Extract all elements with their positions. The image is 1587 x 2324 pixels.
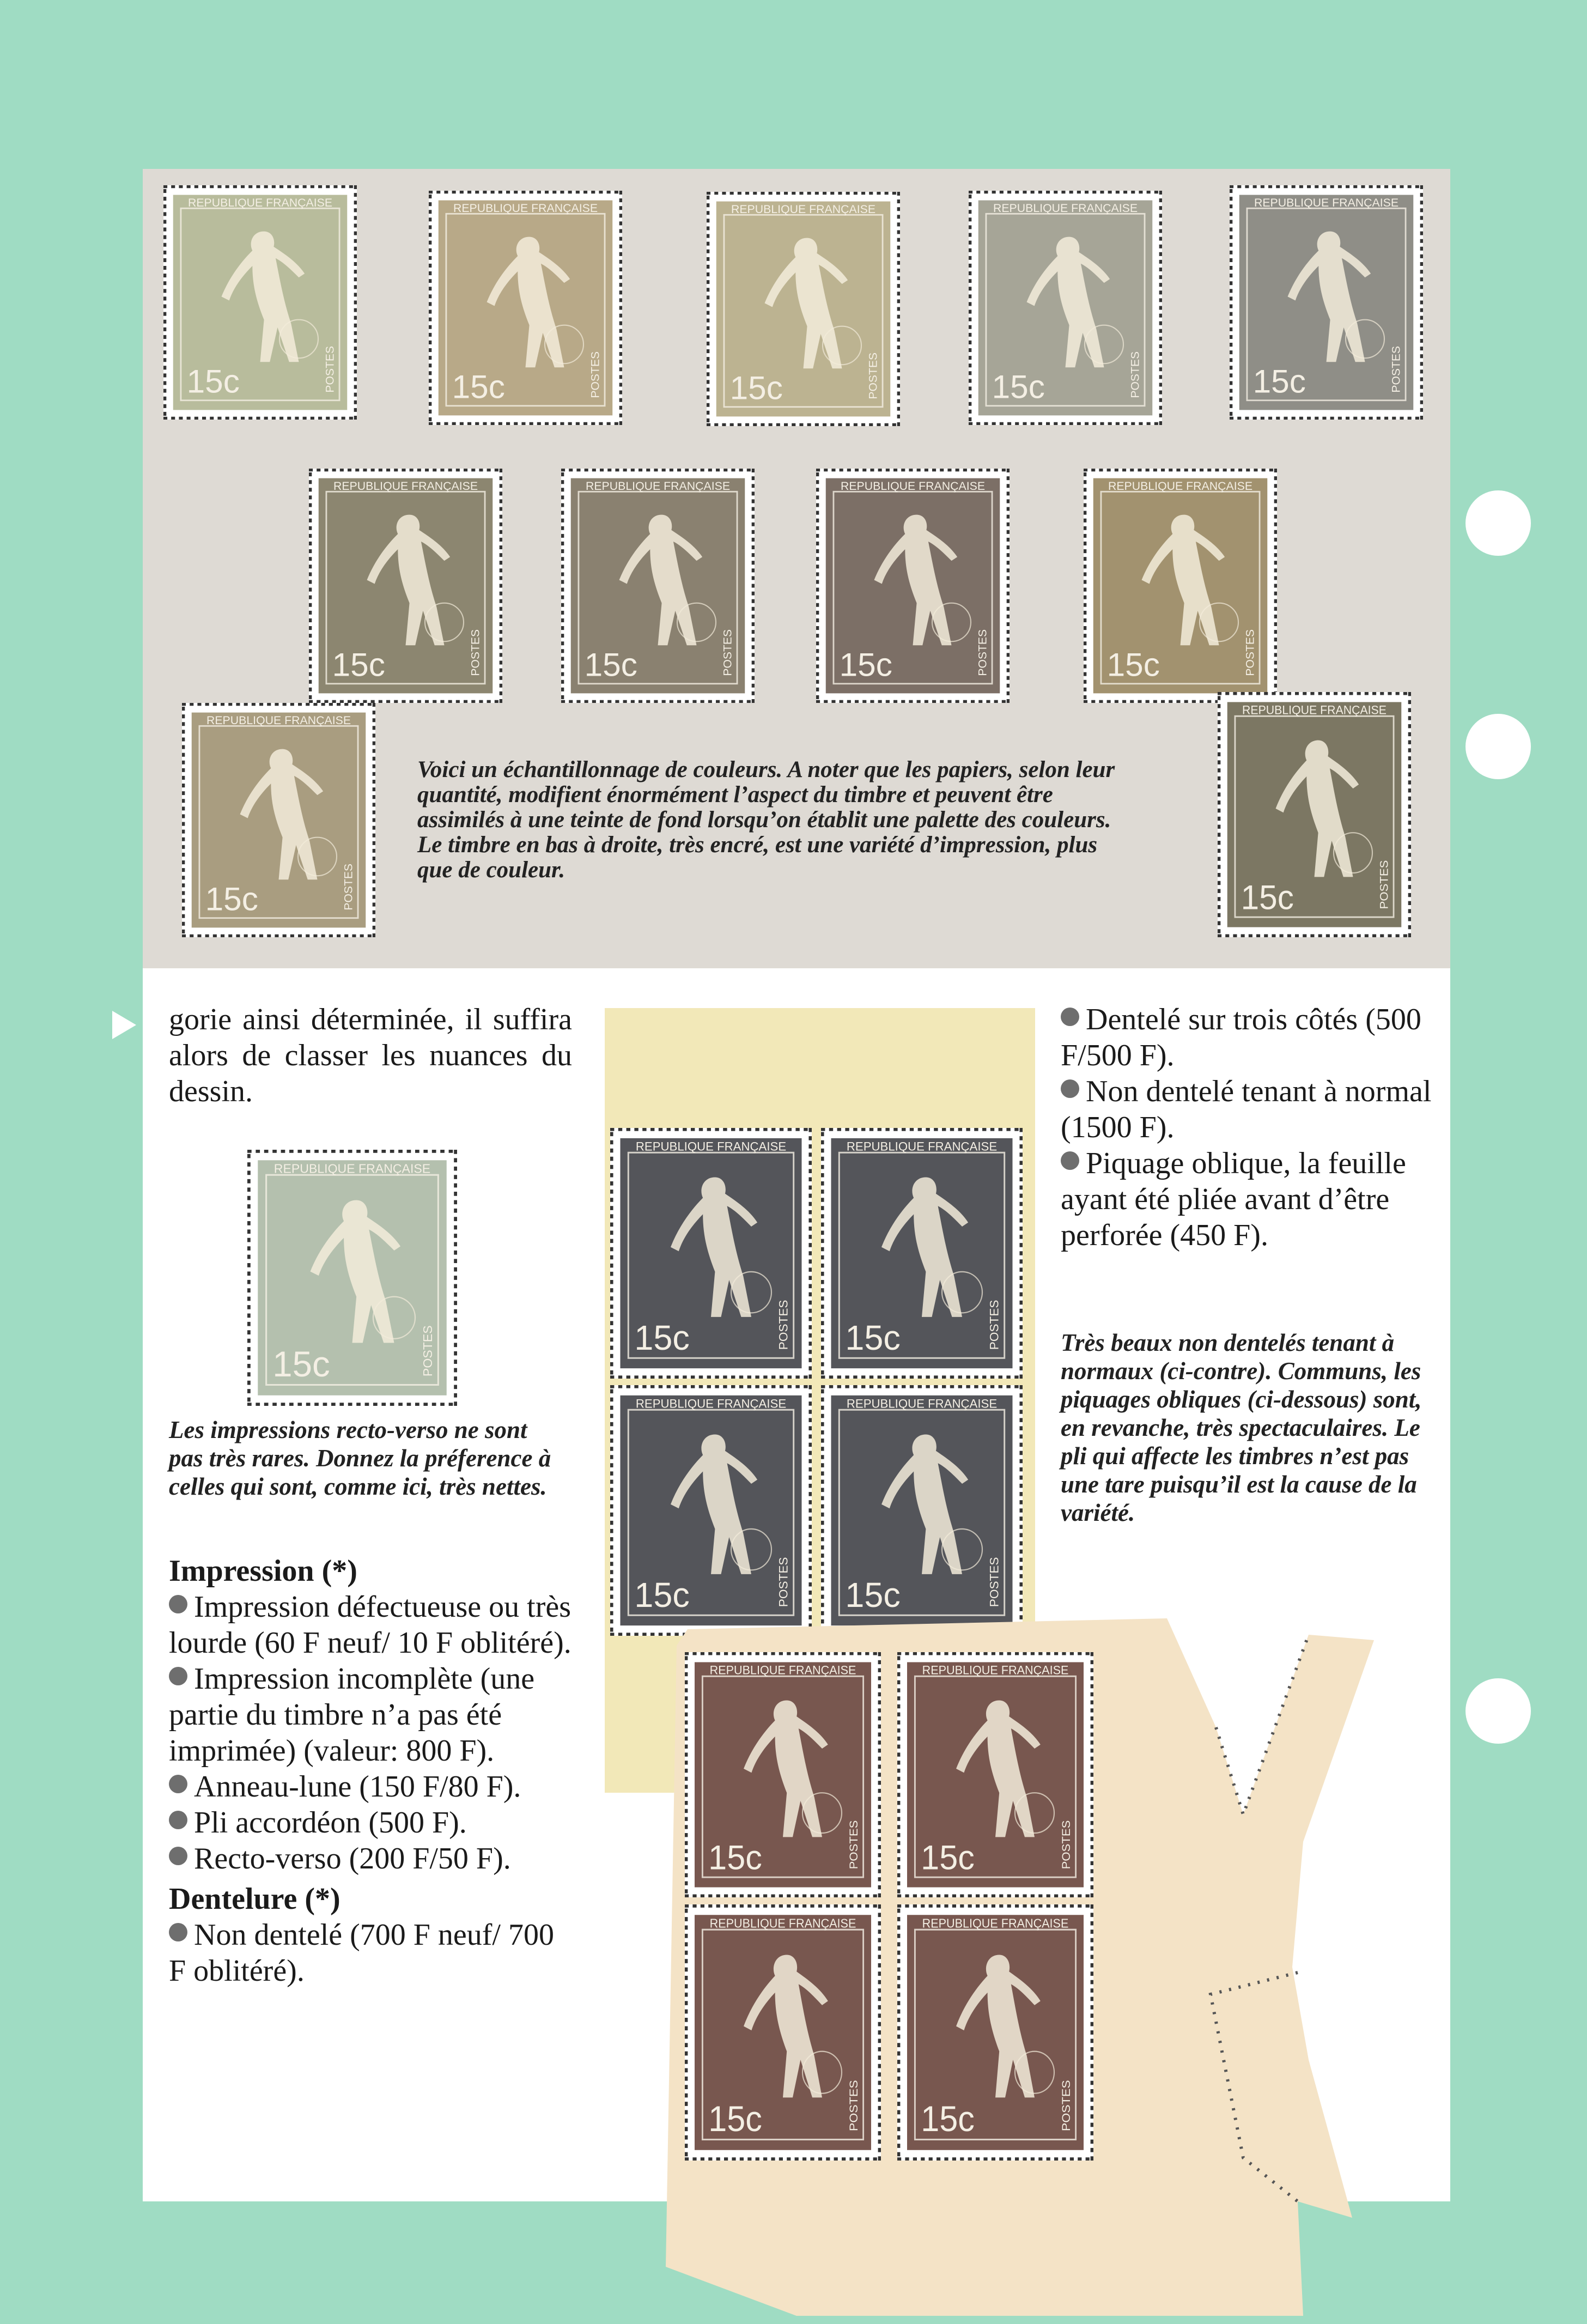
- svg-text:15c: 15c: [708, 1838, 762, 1877]
- svg-text:POSTES: POSTES: [847, 2080, 860, 2132]
- impression-item: Impression incomplète (une partie du timbre n’a pas été imprimée) (valeur: 800 F).: [169, 1662, 535, 1768]
- svg-text:15c: 15c: [332, 646, 385, 683]
- svg-text:REPUBLIQUE FRANÇAISE: REPUBLIQUE FRANÇAISE: [709, 1663, 856, 1677]
- page: [143, 169, 1450, 2201]
- svg-text:15c: 15c: [634, 1576, 690, 1615]
- dentelure-item: Non dentelé (700 F neuf/ 700 F oblitéré).: [169, 1918, 554, 1988]
- svg-text:15c: 15c: [708, 2100, 762, 2139]
- continuation-arrow-icon: [112, 1011, 136, 1039]
- bullet-icon: [1061, 1008, 1079, 1026]
- variety-item: Dentelé sur trois côtés (500 F/500 F).: [1061, 1003, 1421, 1072]
- stamp-sample: [182, 703, 375, 937]
- svg-text:15c: 15c: [845, 1576, 901, 1615]
- binder-hole: [1466, 714, 1531, 779]
- svg-text:15c: 15c: [1252, 363, 1306, 400]
- svg-text:15c: 15c: [845, 1319, 901, 1358]
- oblique-perforation-caption: Très beaux non dentelés tenant à normaux (ci-contre). Communs, les piquages obliques (ci-dessous) sont, en revanche, très spectaculaires. Le pli qui affecte les timbres n’est pas une tare puisqu’il est la cause de la variété.: [1061, 1329, 1422, 1526]
- imperforate-block-stamp: [821, 1128, 1023, 1379]
- stamp-sample: [707, 192, 900, 426]
- stamp-sample: [163, 185, 357, 420]
- imperforate-block-stamp: [610, 1128, 812, 1379]
- svg-text:15c: 15c: [1106, 646, 1160, 683]
- svg-text:15c: 15c: [1241, 878, 1294, 917]
- svg-text:POSTES: POSTES: [987, 1300, 1001, 1350]
- svg-text:POSTES: POSTES: [469, 629, 482, 676]
- impression-section: [169, 1553, 572, 1989]
- svg-text:REPUBLIQUE FRANÇAISE: REPUBLIQUE FRANÇAISE: [453, 202, 598, 215]
- svg-text:REPUBLIQUE FRANÇAISE: REPUBLIQUE FRANÇAISE: [709, 1916, 856, 1931]
- svg-text:REPUBLIQUE FRANÇAISE: REPUBLIQUE FRANÇAISE: [1242, 703, 1387, 717]
- stamp-sample: [816, 469, 1010, 703]
- variety-item: Piquage oblique, la feuille ayant été pliée avant d’être perforée (450 F).: [1061, 1146, 1406, 1252]
- svg-text:REPUBLIQUE FRANÇAISE: REPUBLIQUE FRANÇAISE: [273, 1161, 431, 1176]
- impression-item: Impression défectueuse ou très lourde (60 F neuf/ 10 F oblitéré).: [169, 1590, 571, 1660]
- svg-text:REPUBLIQUE FRANÇAISE: REPUBLIQUE FRANÇAISE: [635, 1139, 787, 1154]
- svg-text:POSTES: POSTES: [589, 351, 602, 398]
- svg-text:15c: 15c: [452, 368, 505, 405]
- svg-text:POSTES: POSTES: [1244, 629, 1257, 676]
- svg-text:15c: 15c: [634, 1319, 690, 1358]
- stamp-sample: [1084, 469, 1277, 703]
- binder-hole: [1466, 1678, 1531, 1744]
- oblique-block-stamp: [685, 1904, 881, 2161]
- svg-text:POSTES: POSTES: [776, 1300, 791, 1350]
- svg-text:15c: 15c: [992, 368, 1045, 405]
- impression-item: Recto-verso (200 F/50 F).: [169, 1841, 572, 1877]
- dentelure-heading: Dentelure (*): [169, 1882, 340, 1916]
- impression-item: Pli accordéon (500 F).: [169, 1805, 572, 1841]
- bullet-icon: [169, 1595, 187, 1613]
- color-sample-caption: Voici un échantillonnage de couleurs. A noter que les papiers, selon leur quantité, modifient énormément l’aspect du timbre et peuvent être assimilés à une teinte de fond lorsqu’on établit une palette des couleurs. Le timbre en bas à droite, très encré, est une variété d’impression, plus que de couleur.: [417, 757, 1115, 883]
- svg-text:15c: 15c: [205, 881, 258, 918]
- stamp-sample: [1218, 692, 1411, 937]
- svg-text:POSTES: POSTES: [324, 345, 337, 393]
- svg-text:REPUBLIQUE FRANÇAISE: REPUBLIQUE FRANÇAISE: [206, 714, 351, 727]
- stamp-sample: [429, 191, 622, 425]
- svg-text:REPUBLIQUE FRANÇAISE: REPUBLIQUE FRANÇAISE: [1254, 196, 1399, 209]
- svg-text:15c: 15c: [272, 1344, 330, 1385]
- stamp-sample: [561, 469, 755, 703]
- bullet-icon: [169, 1811, 187, 1829]
- stamp-sample: [309, 469, 502, 703]
- svg-text:REPUBLIQUE FRANÇAISE: REPUBLIQUE FRANÇAISE: [846, 1397, 998, 1411]
- recto-verso-caption: Les impressions recto-verso ne sont pas très rares. Donnez la préference à celles qui sont, comme ici, très nettes.: [169, 1416, 551, 1500]
- svg-text:POSTES: POSTES: [987, 1557, 1001, 1607]
- impression-heading: Impression (*): [169, 1554, 357, 1588]
- stamp-sample: [969, 191, 1162, 425]
- svg-text:POSTES: POSTES: [1059, 2080, 1073, 2132]
- stamp-sample: [1230, 185, 1423, 420]
- variety-item: Non dentelé tenant à normal (1500 F).: [1061, 1075, 1432, 1144]
- svg-text:REPUBLIQUE FRANÇAISE: REPUBLIQUE FRANÇAISE: [585, 480, 731, 493]
- svg-text:15c: 15c: [584, 646, 637, 683]
- binder-hole: [1466, 490, 1531, 556]
- svg-text:POSTES: POSTES: [847, 1820, 860, 1870]
- svg-text:REPUBLIQUE FRANÇAISE: REPUBLIQUE FRANÇAISE: [922, 1663, 1069, 1677]
- svg-text:REPUBLIQUE FRANÇAISE: REPUBLIQUE FRANÇAISE: [333, 480, 478, 493]
- svg-text:15c: 15c: [839, 646, 892, 683]
- svg-text:REPUBLIQUE FRANÇAISE: REPUBLIQUE FRANÇAISE: [1108, 480, 1253, 493]
- svg-text:POSTES: POSTES: [1377, 860, 1391, 909]
- svg-text:15c: 15c: [921, 1838, 975, 1877]
- bullet-icon: [169, 1775, 187, 1793]
- imperforate-block-stamp: [821, 1385, 1023, 1636]
- svg-text:REPUBLIQUE FRANÇAISE: REPUBLIQUE FRANÇAISE: [922, 1916, 1069, 1931]
- bullet-icon: [169, 1923, 187, 1941]
- bullet-icon: [169, 1847, 187, 1865]
- imperforate-block-stamp: [610, 1385, 812, 1636]
- recto-verso-stamp: [247, 1150, 457, 1406]
- bullet-icon: [1061, 1151, 1079, 1170]
- svg-text:15c: 15c: [921, 2100, 975, 2139]
- svg-text:POSTES: POSTES: [776, 1557, 791, 1607]
- svg-text:POSTES: POSTES: [1129, 351, 1142, 398]
- svg-text:15c: 15c: [186, 363, 240, 400]
- svg-text:POSTES: POSTES: [1390, 345, 1403, 393]
- svg-text:POSTES: POSTES: [1059, 1820, 1073, 1870]
- color-sample-panel: [143, 169, 1450, 968]
- svg-text:POSTES: POSTES: [420, 1325, 435, 1377]
- oblique-block-stamp: [897, 1904, 1093, 2161]
- perforation-variety-list: [1061, 1002, 1453, 1253]
- svg-text:REPUBLIQUE FRANÇAISE: REPUBLIQUE FRANÇAISE: [846, 1139, 998, 1154]
- svg-text:REPUBLIQUE FRANÇAISE: REPUBLIQUE FRANÇAISE: [635, 1397, 787, 1411]
- oblique-block-stamp: [897, 1652, 1093, 1897]
- svg-text:REPUBLIQUE FRANÇAISE: REPUBLIQUE FRANÇAISE: [993, 202, 1138, 215]
- svg-text:POSTES: POSTES: [342, 863, 355, 911]
- svg-text:REPUBLIQUE FRANÇAISE: REPUBLIQUE FRANÇAISE: [731, 203, 876, 216]
- impression-item: Anneau-lune (150 F/80 F).: [169, 1769, 572, 1805]
- bullet-icon: [1061, 1079, 1079, 1098]
- intro-text: gorie ainsi déterminée, il suffira alors de classer les nuances du dessin.: [169, 1003, 572, 1108]
- svg-text:15c: 15c: [729, 369, 783, 406]
- bullet-icon: [169, 1667, 187, 1685]
- svg-text:POSTES: POSTES: [867, 352, 880, 399]
- svg-text:POSTES: POSTES: [721, 629, 734, 676]
- svg-text:REPUBLIQUE FRANÇAISE: REPUBLIQUE FRANÇAISE: [840, 480, 986, 493]
- svg-text:REPUBLIQUE FRANÇAISE: REPUBLIQUE FRANÇAISE: [187, 196, 333, 209]
- oblique-block-stamp: [685, 1652, 881, 1897]
- svg-text:POSTES: POSTES: [976, 629, 989, 676]
